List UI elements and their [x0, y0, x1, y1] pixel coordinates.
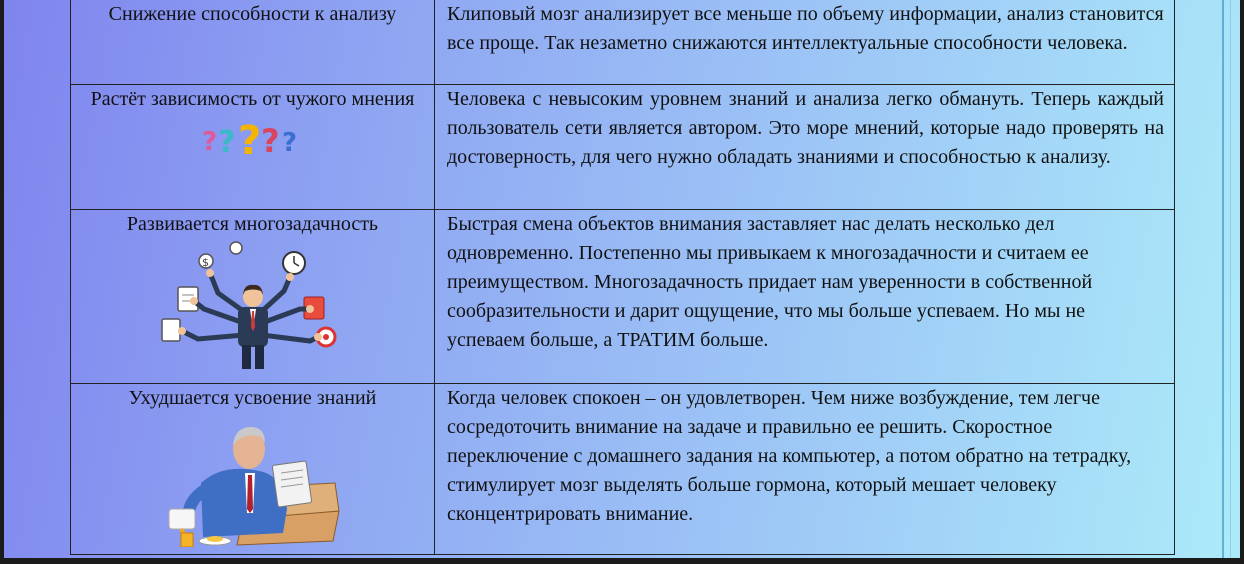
description-cell — [435, 210, 1175, 384]
svg-text:?: ? — [237, 118, 261, 160]
slide-frame-line — [1230, 0, 1231, 558]
description-cell — [435, 0, 1175, 85]
table-row — [71, 210, 1175, 384]
table-row — [71, 384, 1175, 555]
term-cell — [71, 384, 435, 555]
term-label: Растёт зависимость от чужого мнения — [90, 88, 415, 110]
bottom-edge-bar — [0, 558, 1244, 564]
description-text: Когда человек спокоен – он удовлетворен. Чем ниже возбуждение, тем легче сосредоточить внимание на задаче и правильно ее решить. Скоростное переключение с домашнего задания на компьютер, а потом обратно на тетрадку, стимулирует мозг выделять больше гормона, который мешает человеку сконцентрировать внимание. — [447, 387, 1132, 525]
svg-text:$: $ — [201, 256, 209, 269]
term-cell — [71, 0, 435, 85]
right-edge-bar — [1240, 0, 1244, 564]
term-cell — [71, 85, 435, 210]
description-cell — [435, 85, 1175, 210]
term-cell — [71, 210, 435, 384]
left-edge-bar — [0, 0, 4, 564]
description-text: Клиповый мозг анализирует все меньше по объему информации, анализ становится все проще. Так незаметно снижаются интеллектуальные способности человека. — [447, 3, 1164, 54]
man-multitasking-laptop-newspaper-photo — [163, 413, 343, 547]
description-text: Быстрая смена объектов внимания заставляет нас делать несколько дел одновременно. Постепенно мы привыкаем к многозадачности и считаем ее преимуществом. Многозадачность придает нам уверенности в собственной сообразительности и дарит ощущение, что мы больше успеваем. Но мы не успеваем больше, а ТРАТИМ больше. — [447, 213, 1093, 351]
term-label: Ухудшается усвоение знаний — [128, 387, 377, 409]
term-label: Развивается многозадачность — [126, 213, 379, 235]
multitasking-businessman-icon — [158, 239, 348, 371]
description-cell — [435, 384, 1175, 555]
question-marks-icon — [198, 114, 308, 160]
term-label: Снижение способности к анализу — [108, 3, 397, 25]
table-row — [71, 0, 1175, 85]
svg-text:?: ? — [217, 125, 235, 160]
comparison-table — [70, 0, 1175, 555]
slide-frame-line — [1222, 0, 1224, 558]
svg-text:?: ? — [281, 128, 297, 158]
svg-text:?: ? — [260, 122, 280, 160]
svg-text:?: ? — [201, 127, 217, 157]
table-row — [71, 85, 1175, 210]
description-text: Человека с невысоким уровнем знаний и анализа легко обмануть. Теперь каждый пользователь сети является автором. Это море мнений, которые надо проверять на достоверность, для чего нужно обладать знаниями и способностью к анализу. — [447, 88, 1164, 168]
